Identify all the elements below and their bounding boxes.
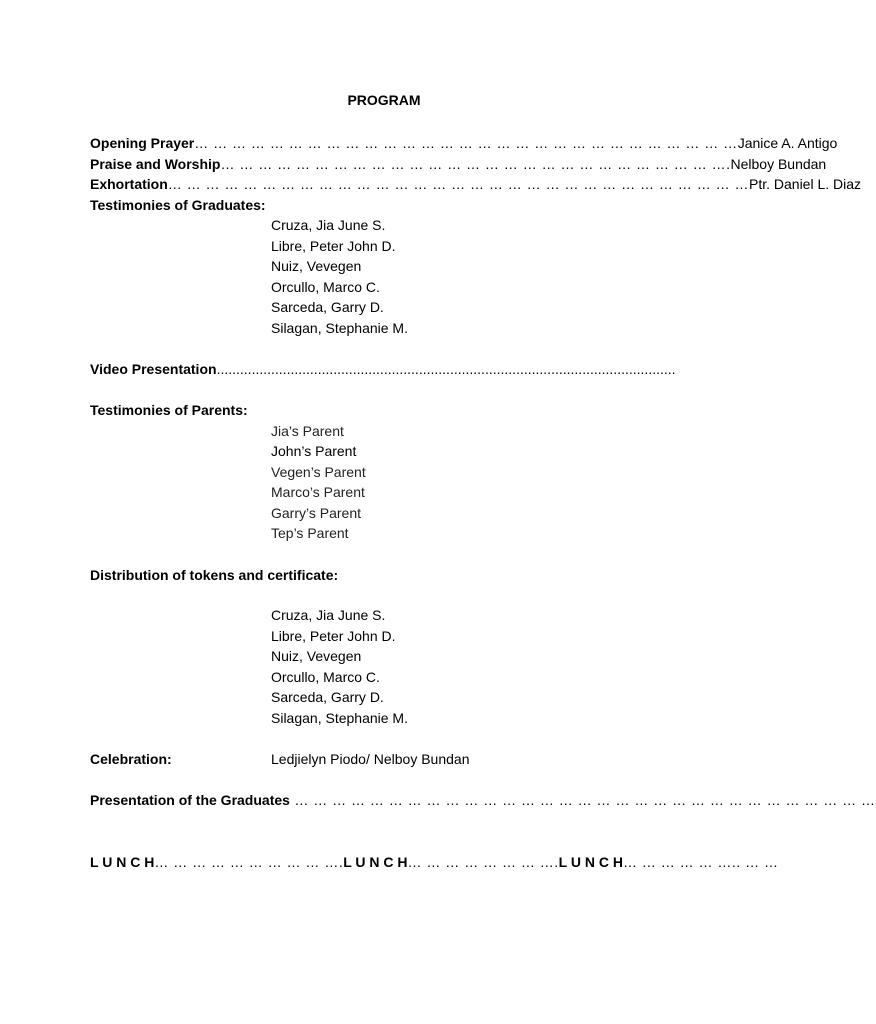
recipient-name: Libre, Peter John D. xyxy=(271,628,396,644)
praise-worship-label: Praise and Worship xyxy=(90,156,221,172)
opening-prayer-line xyxy=(90,134,837,152)
presentation-line xyxy=(90,791,876,809)
exhortation-label: Exhortation xyxy=(90,176,168,192)
opening-prayer-value: Janice A. Antigo xyxy=(737,135,838,151)
praise-worship-value: Nelboy Bundan xyxy=(730,156,827,172)
celebration-label: Celebration: xyxy=(90,751,172,767)
recipient-name: Cruza, Jia June S. xyxy=(271,607,386,623)
recipient-name: Silagan, Stephanie M. xyxy=(271,710,408,726)
presentation-label: Presentation of the Graduates xyxy=(90,792,290,808)
graduate-name: Libre, Peter John D. xyxy=(271,238,396,254)
testimonies-parents-label: Testimonies of Parents: xyxy=(90,402,248,418)
presentation-dots: … … … … … … … … … … … … … … … … … … … … … … … … … … … … … … … xyxy=(289,792,876,808)
exhortation-line xyxy=(90,175,861,193)
praise-worship-dots: … … … … … … … … … … … … … … … … … … … … … … … … … … …. xyxy=(220,156,731,172)
page-title: PROGRAM xyxy=(347,92,421,108)
parent-name: Tep’s Parent xyxy=(271,525,349,541)
graduate-name: Nuiz, Vevegen xyxy=(271,258,362,274)
parent-name: Vegen’s Parent xyxy=(271,464,366,480)
graduate-name: Cruza, Jia June S. xyxy=(271,217,386,233)
testimonies-graduates-label: Testimonies of Graduates: xyxy=(90,197,266,213)
parent-name: Marco’s Parent xyxy=(271,484,365,500)
lunch-word: L U N C H xyxy=(558,854,623,870)
praise-worship-line xyxy=(90,155,826,173)
recipient-name: Sarceda, Garry D. xyxy=(271,689,384,705)
video-presentation-label: Video Presentation xyxy=(90,361,217,377)
parent-name: Garry’s Parent xyxy=(271,505,361,521)
recipient-name: Nuiz, Vevegen xyxy=(271,648,362,664)
parent-name: John’s Parent xyxy=(271,443,357,459)
recipient-name: Orcullo, Marco C. xyxy=(271,669,380,685)
celebration-value: Ledjielyn Piodo/ Nelboy Bundan xyxy=(271,751,470,767)
opening-prayer-label: Opening Prayer xyxy=(90,135,195,151)
video-presentation-line xyxy=(90,360,676,378)
exhortation-value: Ptr. Daniel L. Diaz xyxy=(748,176,862,192)
lunch-dots: … … … … … … … … … …. xyxy=(154,854,344,870)
graduate-name: Silagan, Stephanie M. xyxy=(271,320,408,336)
distribution-label: Distribution of tokens and certificate: xyxy=(90,567,339,583)
lunch-word: L U N C H xyxy=(90,854,155,870)
opening-prayer-dots: … … … … … … … … … … … … … … … … … … … … … … … … … … … … … xyxy=(194,135,738,151)
parent-name: Jia’s Parent xyxy=(271,423,344,439)
lunch-dots: … … … … … … … …. xyxy=(407,854,559,870)
lunch-line xyxy=(90,853,778,871)
graduate-name: Orcullo, Marco C. xyxy=(271,279,380,295)
lunch-word: L U N C H xyxy=(343,854,408,870)
exhortation-dots: … … … … … … … … … … … … … … … … … … … … … … … … … … … … … … … xyxy=(167,176,749,192)
lunch-dots: … … … … … ….. … … xyxy=(622,854,779,870)
graduate-name: Sarceda, Garry D. xyxy=(271,299,384,315)
video-presentation-dots: ...................................................................................................................... xyxy=(216,361,676,377)
